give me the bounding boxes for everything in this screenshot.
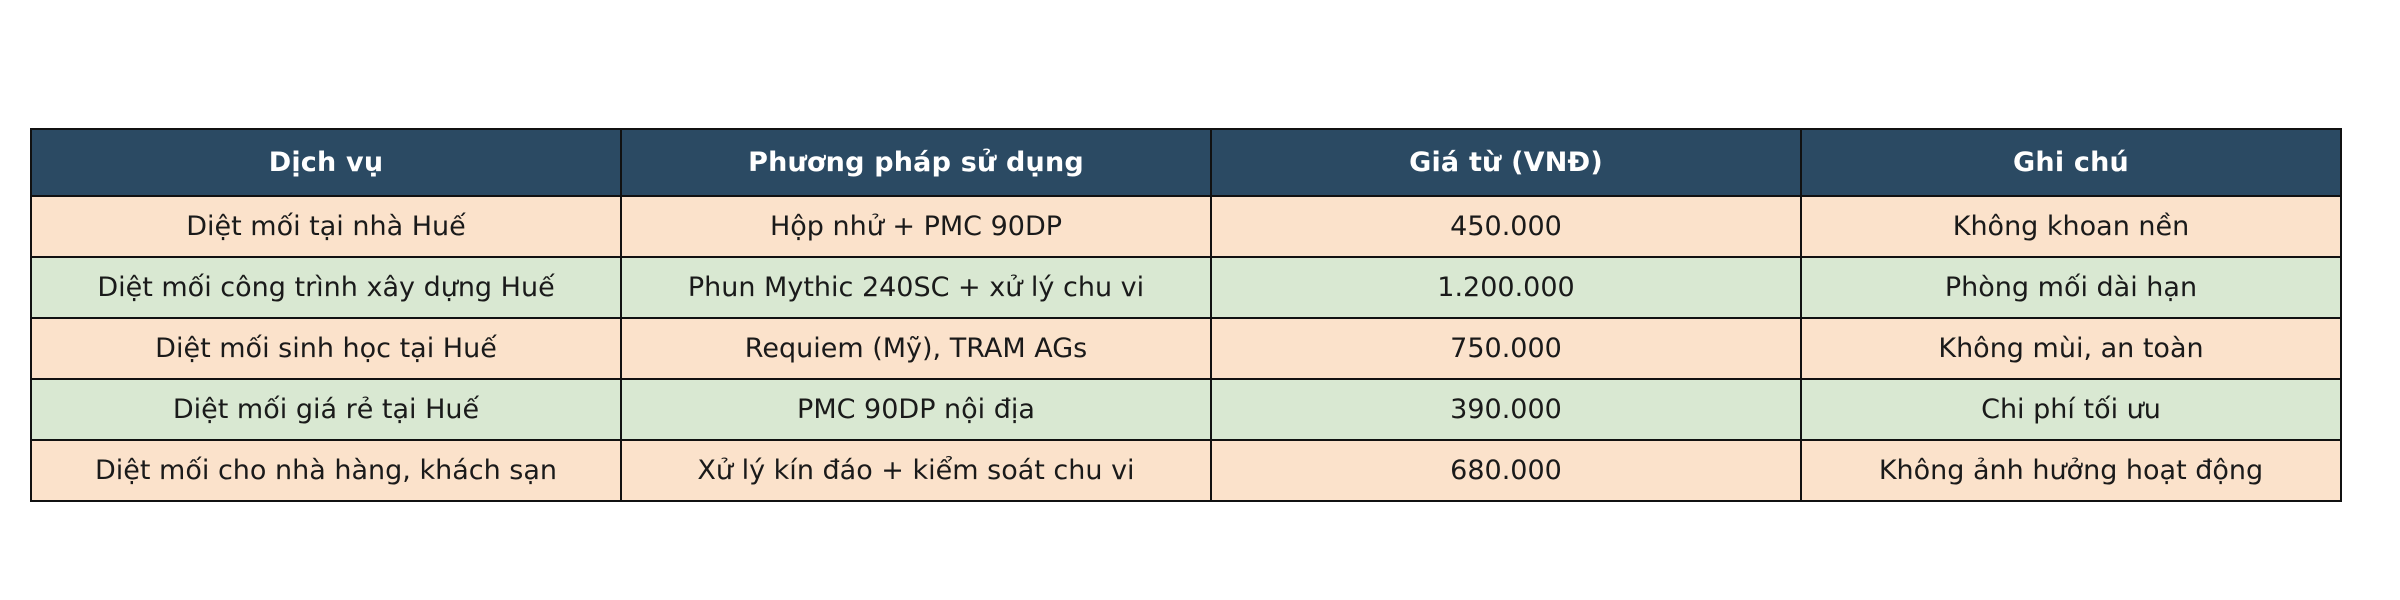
cell-note: Chi phí tối ưu xyxy=(1801,379,2341,440)
cell-service: Diệt mối công trình xây dựng Huế xyxy=(31,257,621,318)
table-row xyxy=(31,196,2341,257)
column-header-service: Dịch vụ xyxy=(31,129,621,196)
table-header-row xyxy=(31,129,2341,196)
cell-note: Phòng mối dài hạn xyxy=(1801,257,2341,318)
column-header-price: Giá từ (VNĐ) xyxy=(1211,129,1801,196)
cell-service: Diệt mối giá rẻ tại Huế xyxy=(31,379,621,440)
cell-service: Diệt mối cho nhà hàng, khách sạn xyxy=(31,440,621,501)
column-header-method: Phương pháp sử dụng xyxy=(621,129,1211,196)
cell-method: PMC 90DP nội địa xyxy=(621,379,1211,440)
table-body xyxy=(31,196,2341,501)
cell-note: Không ảnh hưởng hoạt động xyxy=(1801,440,2341,501)
cell-method: Phun Mythic 240SC + xử lý chu vi xyxy=(621,257,1211,318)
cell-price: 390.000 xyxy=(1211,379,1801,440)
cell-method: Hộp nhử + PMC 90DP xyxy=(621,196,1211,257)
cell-price: 680.000 xyxy=(1211,440,1801,501)
table-row xyxy=(31,379,2341,440)
cell-price: 450.000 xyxy=(1211,196,1801,257)
table-row xyxy=(31,257,2341,318)
cell-service: Diệt mối tại nhà Huế xyxy=(31,196,621,257)
price-table-container xyxy=(30,128,2340,502)
cell-note: Không khoan nền xyxy=(1801,196,2341,257)
price-table xyxy=(30,128,2342,502)
cell-price: 750.000 xyxy=(1211,318,1801,379)
cell-price: 1.200.000 xyxy=(1211,257,1801,318)
table-row xyxy=(31,440,2341,501)
cell-method: Requiem (Mỹ), TRAM AGs xyxy=(621,318,1211,379)
table-row xyxy=(31,318,2341,379)
cell-method: Xử lý kín đáo + kiểm soát chu vi xyxy=(621,440,1211,501)
cell-service: Diệt mối sinh học tại Huế xyxy=(31,318,621,379)
table-header xyxy=(31,129,2341,196)
column-header-note: Ghi chú xyxy=(1801,129,2341,196)
cell-note: Không mùi, an toàn xyxy=(1801,318,2341,379)
